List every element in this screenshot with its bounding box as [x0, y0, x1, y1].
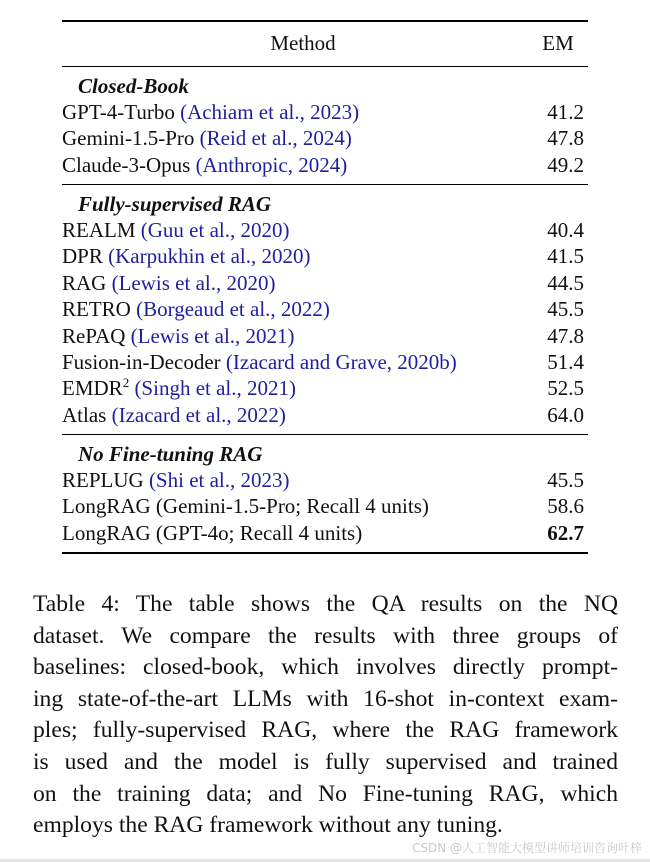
- header-method: Method: [270, 31, 336, 56]
- table-row: [62, 375, 588, 401]
- citation-link[interactable]: (Lewis et al., 2021): [130, 323, 295, 348]
- citation-link[interactable]: (Singh et al., 2021): [134, 376, 296, 401]
- table-row: [62, 151, 588, 177]
- em-score: 52.5: [547, 376, 584, 401]
- table-row: [62, 322, 588, 348]
- citation-link[interactable]: (Izacard and Grave, 2020b): [225, 349, 457, 374]
- citation-link[interactable]: (Borgeaud et al., 2022): [136, 297, 330, 322]
- em-score: 45.5: [547, 468, 584, 493]
- citation-link[interactable]: (Shi et al., 2023): [148, 468, 290, 493]
- group-title: Fully-supervised RAG: [78, 191, 272, 216]
- group-closed-book: [62, 67, 588, 184]
- watermark-text: CSDN @人工智能大模型讲师培训咨询叶梓: [411, 841, 642, 855]
- method-name: RePAQ: [62, 323, 126, 348]
- citation-link[interactable]: (Guu et al., 2020): [140, 217, 290, 242]
- caption-line: is used and the model is fully supervised and trained: [33, 748, 618, 775]
- em-score: 41.2: [547, 99, 584, 124]
- method-name: REALM: [62, 217, 136, 242]
- caption-line: ing state-of-the-art LLMs with 16-shot in-context exam-: [33, 685, 618, 712]
- citation-link[interactable]: (Reid et al., 2024): [199, 126, 352, 151]
- em-score-best: 62.7: [547, 520, 584, 545]
- method-name: Gemini-1.5-Pro: [62, 126, 195, 151]
- em-score: 49.2: [547, 152, 584, 177]
- citation-link[interactable]: (Anthropic, 2024): [195, 152, 348, 177]
- table-caption: [33, 589, 618, 842]
- group-title: No Fine-tuning RAG: [78, 441, 263, 466]
- em-score: 44.5: [547, 270, 584, 295]
- method-name: GPT-4-Turbo: [62, 99, 175, 124]
- em-score: 40.4: [547, 217, 584, 242]
- group-no-fine-tuning-rag: [62, 435, 588, 552]
- em-score: 64.0: [547, 402, 584, 427]
- results-table: [62, 20, 588, 554]
- caption-line: employs the RAG framework without any tuning.: [33, 812, 503, 839]
- table-row: [62, 520, 588, 546]
- method-name: LongRAG (Gemini-1.5-Pro; Recall 4 units): [62, 494, 429, 519]
- group-fully-supervised-rag: [62, 185, 588, 434]
- method-name: REPLUG: [62, 468, 144, 493]
- caption-line: ples; fully-supervised RAG, where the RAG framework: [33, 717, 618, 744]
- method-name: DPR: [62, 244, 103, 269]
- table-row: [62, 243, 588, 269]
- em-score: 45.5: [547, 297, 584, 322]
- table-row: [62, 270, 588, 296]
- group-title: Closed-Book: [78, 73, 189, 98]
- caption-line: dataset. We compare the results with three groups of: [33, 622, 618, 649]
- caption-line: baselines: closed-book, which involves directly prompt-: [33, 654, 618, 681]
- citation-link[interactable]: (Karpukhin et al., 2020): [108, 244, 311, 269]
- table-row: [62, 217, 588, 243]
- em-score: 41.5: [547, 244, 584, 269]
- em-score: 58.6: [547, 494, 584, 519]
- method-name: Claude-3-Opus: [62, 152, 191, 177]
- table-row: [62, 493, 588, 519]
- table-row: [62, 349, 588, 375]
- citation-link[interactable]: (Achiam et al., 2023): [180, 99, 360, 124]
- superscript: 2: [122, 375, 130, 391]
- em-score: 51.4: [547, 349, 584, 374]
- method-name: LongRAG (GPT-4o; Recall 4 units): [62, 520, 363, 545]
- table-header-row: [62, 22, 588, 66]
- table-row: [62, 99, 588, 125]
- caption-line: on the training data; and No Fine-tuning RAG, which: [33, 780, 618, 807]
- caption-line: Table 4: The table shows the QA results on the NQ: [33, 591, 618, 617]
- method-name: EMDR: [62, 376, 123, 401]
- citation-link[interactable]: (Lewis et al., 2020): [111, 270, 276, 295]
- method-name: Atlas: [62, 402, 107, 427]
- em-score: 47.8: [547, 323, 584, 348]
- table-row: [62, 467, 588, 493]
- em-score: 47.8: [547, 126, 584, 151]
- table-row: [62, 296, 588, 322]
- table-bottom-rule: [62, 552, 588, 554]
- method-name: Fusion-in-Decoder: [62, 349, 221, 374]
- table-row: [62, 125, 588, 151]
- citation-link[interactable]: (Izacard et al., 2022): [111, 402, 286, 427]
- method-name: RAG: [62, 270, 107, 295]
- method-name: RETRO: [62, 297, 131, 322]
- table-row: [62, 402, 588, 428]
- header-em: EM: [542, 31, 574, 56]
